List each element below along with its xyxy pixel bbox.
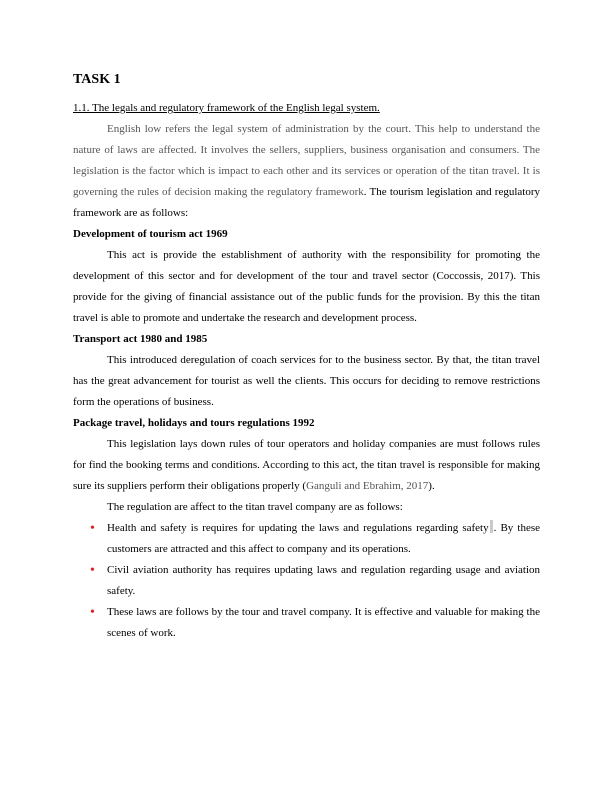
- document-body: [73, 70, 540, 644]
- intro-text: English low refers the legal system of administration by the court. This help to understand the nature of laws are affected. It involves the sellers, suppliers, business organisation and consumers. The legislation is the factor which is impact to each other and its services or operation of the titan travel. It is governing the rules of decision making the regulatory framework: [73, 123, 540, 198]
- intro-paragraph: [73, 119, 540, 224]
- section-heading: Transport act 1980 and 1985: [73, 333, 208, 345]
- section-text: This legislation lays down rules of tour operators and holiday companies are must follows rules for find the booking terms and conditions. According to this act, the titan travel is responsible for making sure its suppliers perform their obligations properly (: [73, 438, 540, 492]
- regulation-list: [73, 518, 540, 644]
- bullet-icon: •: [90, 563, 95, 578]
- section-paragraph: This act is provide the establishment of authority with the responsibility for promoting the development of this sector and for development of the tour and travel sector (Coccossis, 2017). This provide for the giving of financial assistance out of the public funds for the provision. By this the titan travel is able to promote and undertake the research and development process.: [73, 249, 540, 324]
- section-paragraph: [73, 434, 540, 497]
- section-heading: Development of tourism act 1969: [73, 228, 228, 240]
- list-item-text: Health and safety is requires for updating the laws and regulations regarding safety: [107, 522, 489, 534]
- section-paragraph: This introduced deregulation of coach services for to the business sector. By that, the titan travel has the great advancement for tourist as well the clients. This occurs for deciding to remove restrictions form the operations of business.: [73, 354, 540, 408]
- regulation-intro: The regulation are affect to the titan travel company are as follows:: [107, 501, 403, 513]
- intro-text-end: . The tourism legislation and regulatory framework are as follows:: [73, 186, 540, 219]
- citation: Ganguli and Ebrahim, 2017: [306, 480, 429, 492]
- bullet-icon: •: [90, 605, 95, 620]
- list-item-text: These laws are follows by the tour and travel company. It is effective and valuable for making the scenes of work.: [107, 606, 540, 639]
- list-item: [73, 602, 540, 644]
- list-item: [73, 560, 540, 602]
- list-item-text-end: . By these customers are attracted and this affect to company and its operations.: [107, 522, 540, 555]
- list-item: [73, 518, 540, 560]
- section-subheading: 1.1. The legals and regulatory framework of the English legal system.: [73, 102, 380, 114]
- bullet-icon: •: [90, 521, 95, 536]
- text-cursor: [490, 520, 493, 533]
- section-heading: Package travel, holidays and tours regulations 1992: [73, 417, 315, 429]
- section-text-end: ).: [428, 480, 435, 492]
- list-item-text: Civil aviation authority has requires updating laws and regulation regarding usage and aviation safety.: [107, 564, 540, 597]
- page-title: TASK 1: [73, 72, 121, 87]
